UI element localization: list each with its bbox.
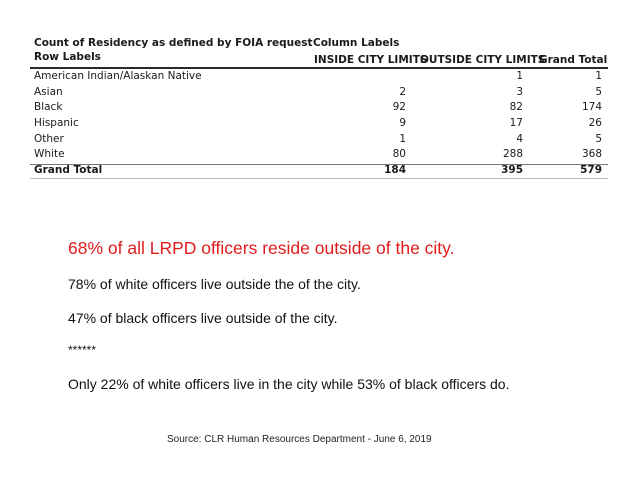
separator-asterisks: ****** [68, 343, 97, 357]
table-row [0, 86, 640, 101]
comparison-stat: Only 22% of white officers live in the city while 53% of black officers do. [68, 376, 510, 392]
grand-total-total: 579 [580, 164, 602, 176]
source-citation: Source: CLR Human Resources Department - June 6, 2019 [167, 434, 432, 445]
column-header-outside: OUTSIDE CITY LIMITS [420, 54, 546, 66]
cell-inside: 2 [399, 86, 406, 98]
cell-total: 368 [581, 148, 602, 160]
table-row [0, 133, 640, 148]
headline: 68% of all LRPD officers reside outside of the city. [68, 238, 455, 258]
cell-outside: 288 [502, 148, 523, 160]
cell-inside: 80 [392, 148, 406, 160]
cell-total: 5 [595, 86, 602, 98]
cell-total: 174 [581, 101, 602, 113]
cell-outside: 17 [509, 117, 523, 129]
row-label: Asian [34, 86, 63, 98]
table-title: Count of Residency as defined by FOIA request [34, 37, 313, 49]
column-header-total: Grand Total [539, 54, 608, 66]
table-row [0, 117, 640, 132]
cell-outside: 4 [516, 133, 523, 145]
table-row [0, 101, 640, 116]
cell-total: 26 [588, 117, 602, 129]
black-officers-stat: 47% of black officers live outside of the city. [68, 310, 338, 326]
cell-outside: 82 [509, 101, 523, 113]
cell-inside: 92 [392, 101, 406, 113]
grand-total-outside: 395 [501, 164, 523, 176]
cell-outside: 3 [516, 86, 523, 98]
table-row [0, 148, 640, 163]
white-officers-stat: 78% of white officers live outside the of the city. [68, 276, 361, 292]
cell-outside: 1 [516, 70, 523, 82]
row-label: White [34, 148, 65, 160]
row-label: American Indian/Alaskan Native [34, 70, 202, 82]
grand-total-label: Grand Total [34, 164, 103, 176]
row-labels-header: Row Labels [34, 51, 101, 63]
cell-total: 5 [595, 133, 602, 145]
header-divider [30, 67, 608, 69]
row-label: Black [34, 101, 63, 113]
table-row [0, 70, 640, 85]
row-label: Other [34, 133, 64, 145]
table-bottom-rule [30, 178, 608, 179]
residency-table [0, 0, 640, 200]
cell-inside: 1 [399, 133, 406, 145]
column-header-inside: INSIDE CITY LIMITS [314, 54, 428, 66]
grand-total-inside: 184 [384, 164, 406, 176]
grand-total-row [0, 164, 640, 179]
cell-total: 1 [595, 70, 602, 82]
column-labels-header: Column Labels [313, 37, 400, 49]
row-label: Hispanic [34, 117, 79, 129]
cell-inside: 9 [399, 117, 406, 129]
